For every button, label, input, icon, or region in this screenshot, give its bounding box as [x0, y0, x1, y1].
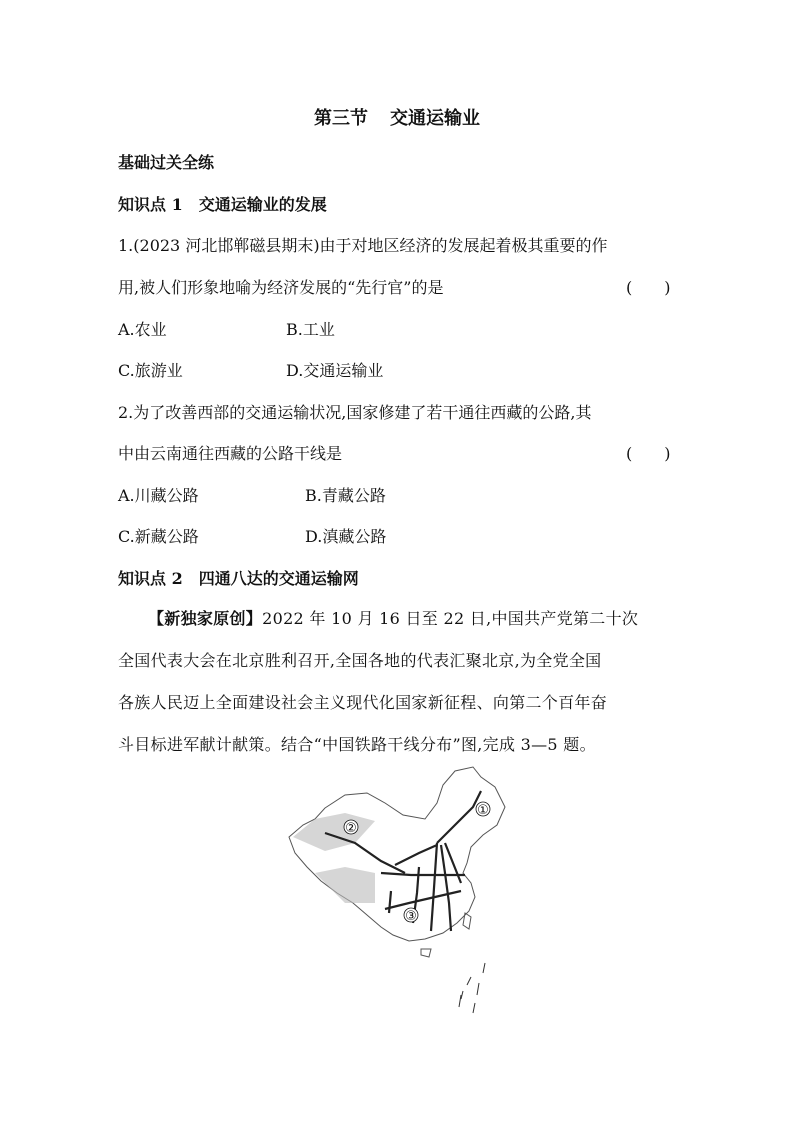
title-section-number: 第三节 [314, 108, 368, 129]
railway-jingha [437, 791, 481, 843]
taiwan-outline [463, 913, 471, 929]
kp1-label: 知识点 1 [118, 195, 183, 214]
q2-option-b[interactable]: B.青藏公路 [305, 486, 386, 505]
passage-line4: 斗目标进军献计献策。结合“中国铁路干线分布”图,完成 3—5 题。 [118, 735, 596, 754]
q1-stem-line1: 1.(2023 河北邯郸磁县期末)由于对地区经济的发展起着极其重要的作 [118, 236, 608, 255]
railway-baolan [395, 845, 437, 865]
railway-chengkun [389, 891, 391, 913]
title-section-name: 交通运输业 [390, 108, 480, 129]
q1-option-d[interactable]: D.交通运输业 [286, 361, 384, 380]
railway-longhai [381, 873, 465, 875]
q2-stem-line2: 中由云南通往西藏的公路干线是 [118, 444, 343, 463]
q1-stem-line2: 用,被人们形象地喻为经济发展的“先行官”的是 [118, 278, 444, 297]
q1-option-a[interactable]: A.农业 [118, 320, 167, 339]
railway-jingguang [431, 843, 437, 931]
china-railway-map [285, 763, 510, 1025]
q2-option-c[interactable]: C.新藏公路 [118, 527, 199, 546]
marker-3: ③ [405, 909, 417, 924]
railway-jingjiu [441, 845, 451, 931]
marker-2: ② [345, 821, 357, 836]
source-tag: 【新独家原创】 [148, 609, 263, 628]
marker-1: ① [477, 803, 489, 818]
section-heading: 基础过关全练 [118, 153, 215, 172]
passage-line1-text: 2022 年 10 月 16 日至 22 日,中国共产党第二十次 [262, 609, 639, 628]
q1-option-c[interactable]: C.旅游业 [118, 361, 183, 380]
passage-line3: 各族人民迈上全面建设社会主义现代化国家新征程、向第二个百年奋 [118, 693, 608, 712]
kp2-label: 知识点 2 [118, 569, 183, 588]
knowledge-point-2-heading [118, 566, 359, 589]
railway-jinghu [445, 843, 461, 883]
q1-answer-blank: ( ) [626, 278, 671, 297]
kp2-name: 四通八达的交通运输网 [198, 569, 359, 588]
knowledge-point-1-heading [118, 192, 327, 215]
q2-option-a[interactable]: A.川藏公路 [118, 486, 199, 505]
china-outline [289, 767, 505, 941]
passage-line1 [148, 606, 638, 629]
passage-line2: 全国代表大会在北京胜利召开,全国各地的代表汇聚北京,为全党全国 [118, 651, 602, 670]
q2-answer-blank: ( ) [626, 444, 671, 463]
page-title [0, 104, 794, 130]
q2-option-d[interactable]: D.滇藏公路 [305, 527, 387, 546]
hainan-outline [421, 949, 431, 957]
kp1-name: 交通运输业的发展 [198, 195, 327, 214]
q1-option-b[interactable]: B.工业 [286, 320, 335, 339]
q2-stem-line1: 2.为了改善西部的交通运输状况,国家修建了若干通往西藏的公路,其 [118, 403, 592, 422]
